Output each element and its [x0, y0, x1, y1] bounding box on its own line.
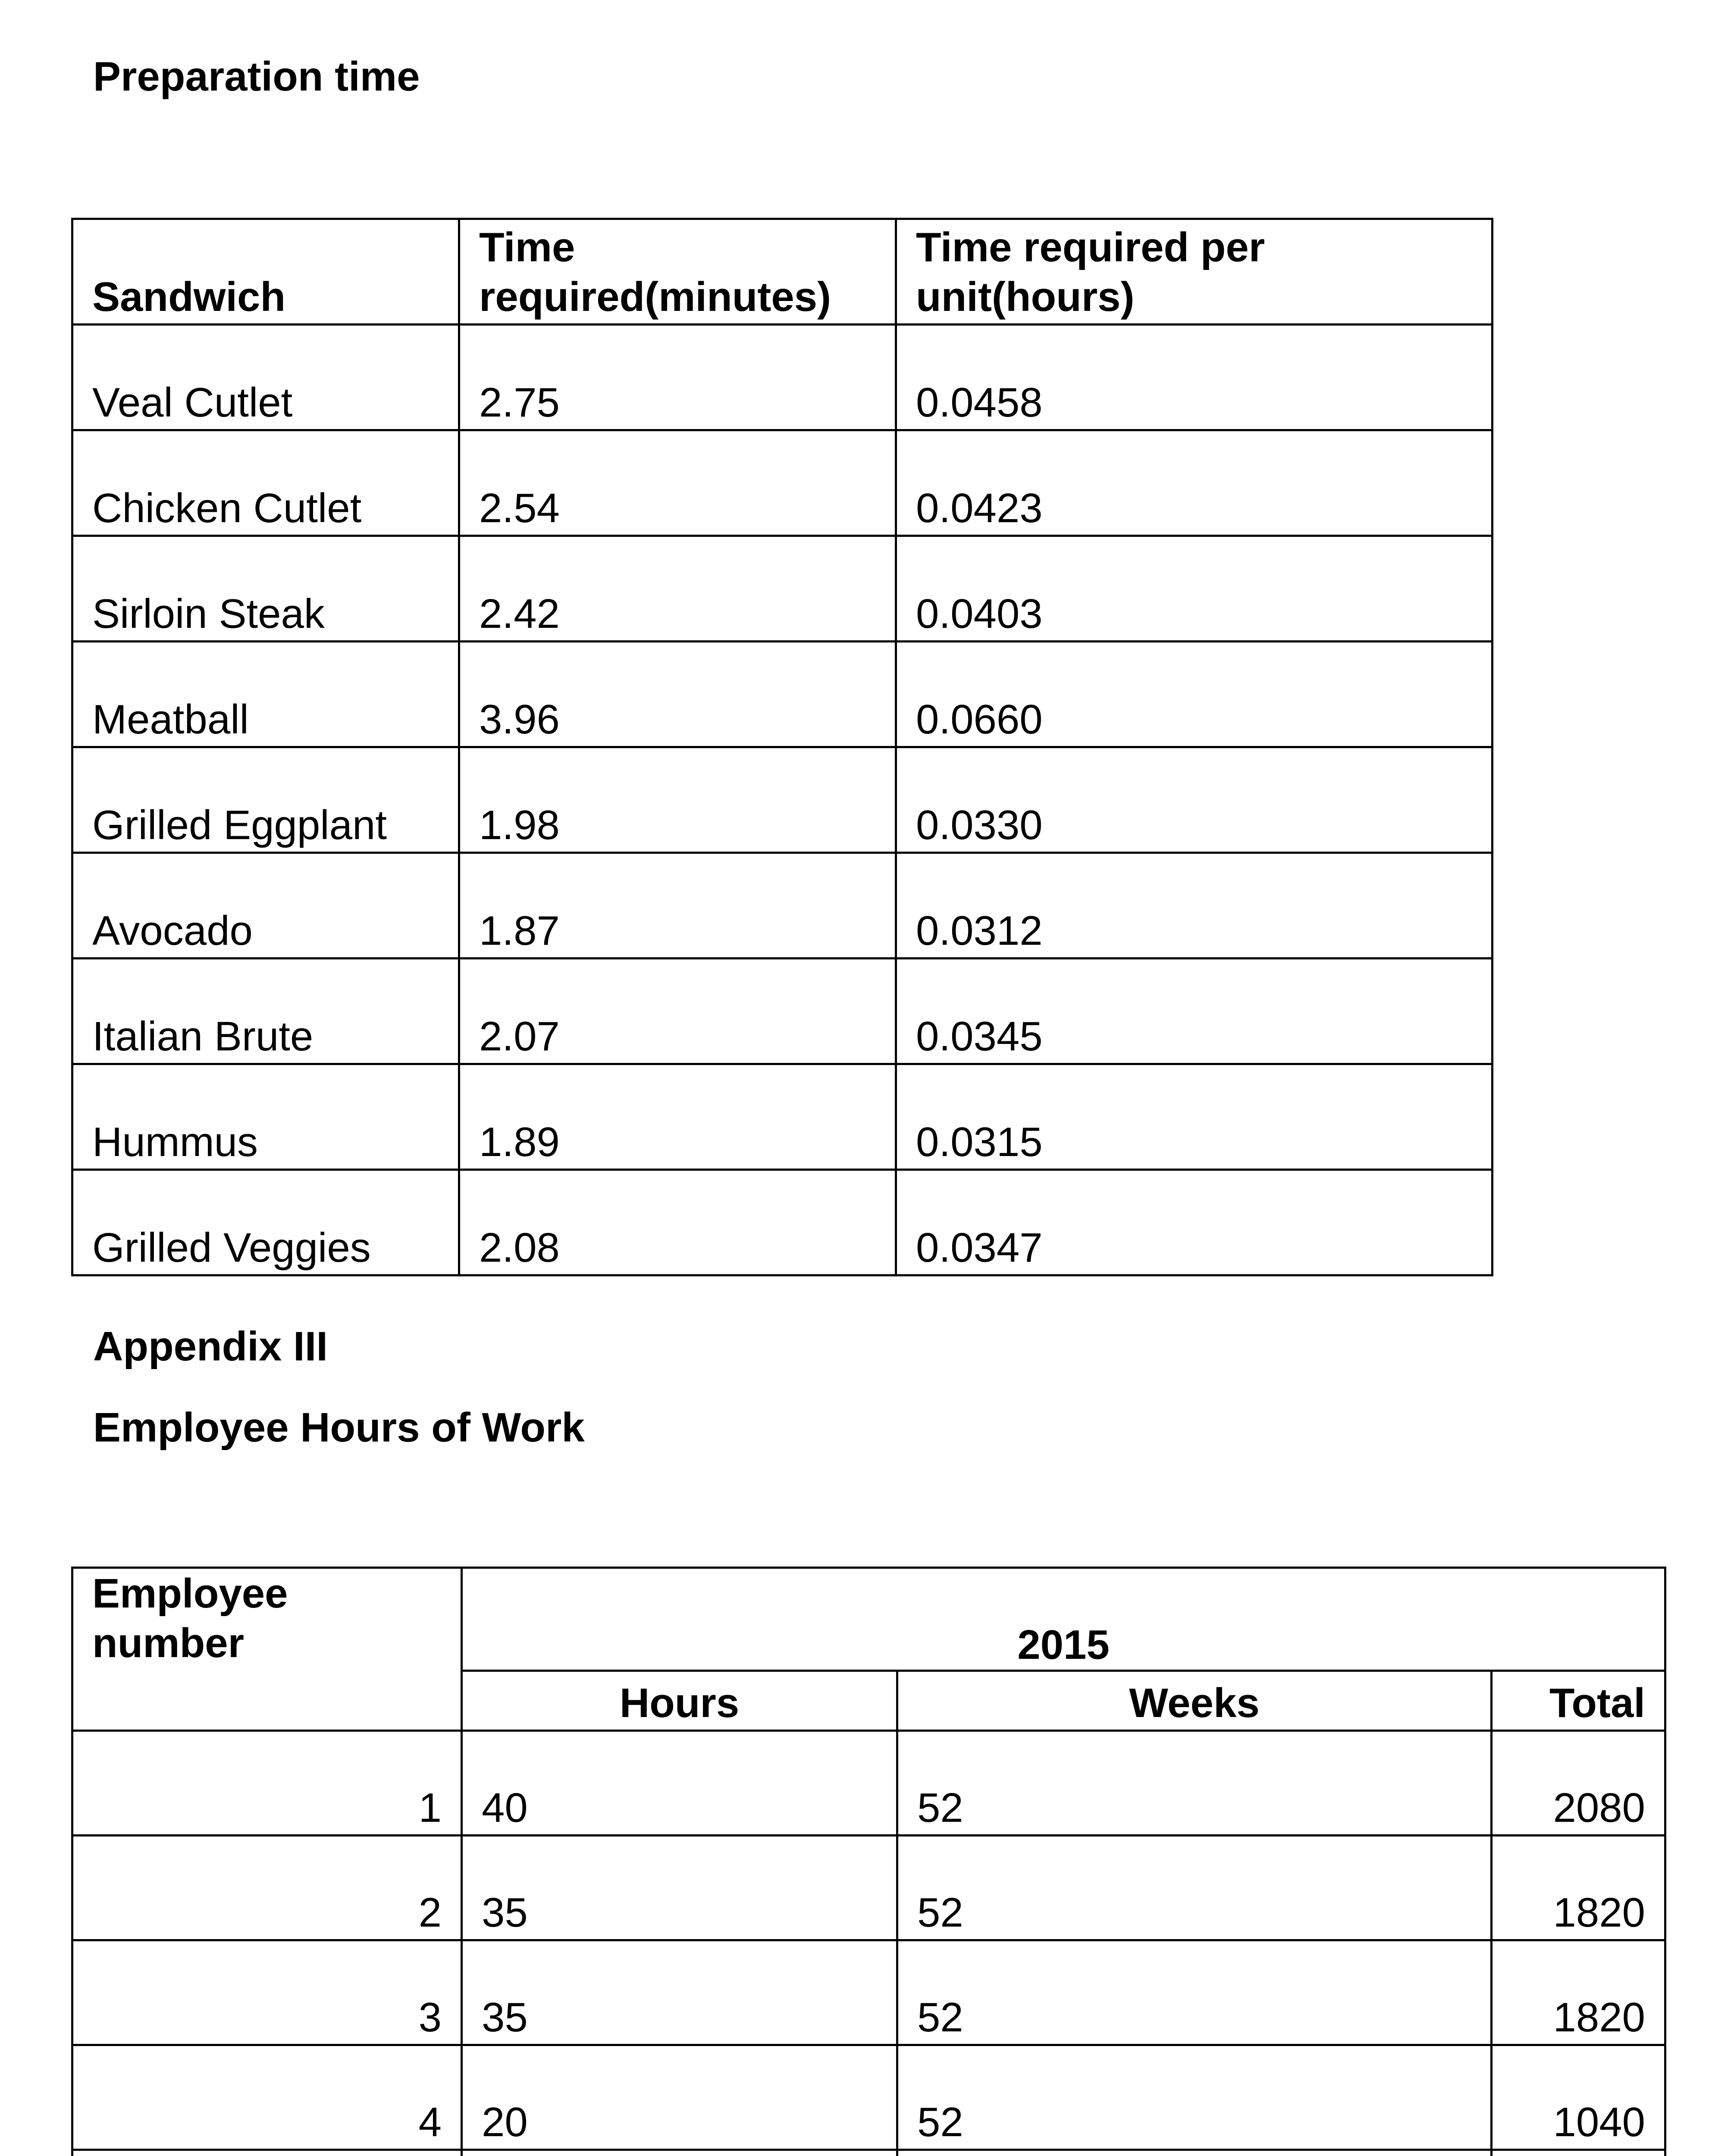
employee-hours-heading: Employee Hours of Work [93, 1404, 585, 1451]
column-header-sandwich: Sandwich [72, 219, 459, 325]
cell-sandwich: Avocado [72, 853, 459, 959]
cell-time-hours: 0.0315 [896, 1064, 1493, 1170]
cell-time-hours: 0.0423 [896, 430, 1493, 536]
cell-weeks: 52 [897, 2045, 1492, 2150]
table-row [72, 430, 1493, 536]
cell-time-minutes: 2.42 [459, 536, 896, 642]
cell-time-minutes: 1.89 [459, 1064, 896, 1170]
cell-time-hours: 0.0312 [896, 853, 1493, 959]
cell-sandwich: Meatball [72, 642, 459, 747]
cell-weeks: 52 [897, 1731, 1492, 1836]
cell-time-minutes: 2.75 [459, 325, 896, 430]
table-row [72, 2045, 1665, 2150]
column-header-weeks: Weeks [897, 1671, 1492, 1731]
cell-total: 2080 [1492, 1731, 1665, 1836]
cell-time-hours: 0.0660 [896, 642, 1493, 747]
table-row [72, 853, 1493, 959]
cell-employee-number: 3 [72, 1940, 462, 2045]
cell-sandwich: Sirloin Steak [72, 536, 459, 642]
table-row [72, 325, 1493, 430]
cell-sandwich: Grilled Eggplant [72, 747, 459, 853]
table-row [72, 1170, 1493, 1275]
cell-hours: 40 [462, 1731, 897, 1836]
table-row [72, 1064, 1493, 1170]
table-row [72, 959, 1493, 1064]
appendix-heading: Appendix III [93, 1323, 328, 1369]
table-row [72, 1940, 1665, 2045]
cell-total: 1820 [1492, 1836, 1665, 1940]
table-row [72, 2150, 1665, 2156]
table-row [72, 1731, 1665, 1836]
table-row [72, 536, 1493, 642]
table-header-row [72, 1568, 1665, 1671]
cell-employee-number: 1 [72, 1731, 462, 1836]
cell-time-minutes: 1.87 [459, 853, 896, 959]
cell-time-hours: 0.0458 [896, 325, 1493, 430]
column-header-employee-number: Employee number [72, 1568, 462, 1731]
table-row [72, 747, 1493, 853]
cell-total: 1820 [1492, 1940, 1665, 2045]
cell-sandwich: Hummus [72, 1064, 459, 1170]
table-row [72, 1836, 1665, 1940]
cell-weeks [897, 2150, 1492, 2156]
preparation-time-table [71, 218, 1493, 1276]
column-header-total: Total [1492, 1671, 1665, 1731]
cell-total: 1040 [1492, 2045, 1665, 2150]
cell-sandwich: Grilled Veggies [72, 1170, 459, 1275]
cell-hours [462, 2150, 897, 2156]
cell-hours: 35 [462, 1940, 897, 2045]
cell-employee-number: 2 [72, 1836, 462, 1940]
employee-hours-table [71, 1567, 1666, 2156]
cell-time-hours: 0.0330 [896, 747, 1493, 853]
cell-time-hours: 0.0403 [896, 536, 1493, 642]
cell-time-hours: 0.0345 [896, 959, 1493, 1064]
column-header-year: 2015 [462, 1568, 1665, 1671]
column-header-time-hours: Time required per unit(hours) [896, 219, 1493, 325]
cell-employee-number: 4 [72, 2045, 462, 2150]
cell-sandwich: Chicken Cutlet [72, 430, 459, 536]
cell-total [1492, 2150, 1665, 2156]
column-header-hours: Hours [462, 1671, 897, 1731]
cell-sandwich: Italian Brute [72, 959, 459, 1064]
cell-sandwich: Veal Cutlet [72, 325, 459, 430]
cell-employee-number [72, 2150, 462, 2156]
cell-time-hours: 0.0347 [896, 1170, 1493, 1275]
cell-time-minutes: 2.54 [459, 430, 896, 536]
table-header-row [72, 219, 1493, 325]
cell-time-minutes: 3.96 [459, 642, 896, 747]
column-header-time-minutes: Time required(minutes) [459, 219, 896, 325]
cell-time-minutes: 2.07 [459, 959, 896, 1064]
preparation-time-heading: Preparation time [93, 53, 420, 100]
cell-weeks: 52 [897, 1940, 1492, 2045]
table-row [72, 642, 1493, 747]
cell-time-minutes: 2.08 [459, 1170, 896, 1275]
cell-time-minutes: 1.98 [459, 747, 896, 853]
cell-weeks: 52 [897, 1836, 1492, 1940]
cell-hours: 20 [462, 2045, 897, 2150]
cell-hours: 35 [462, 1836, 897, 1940]
